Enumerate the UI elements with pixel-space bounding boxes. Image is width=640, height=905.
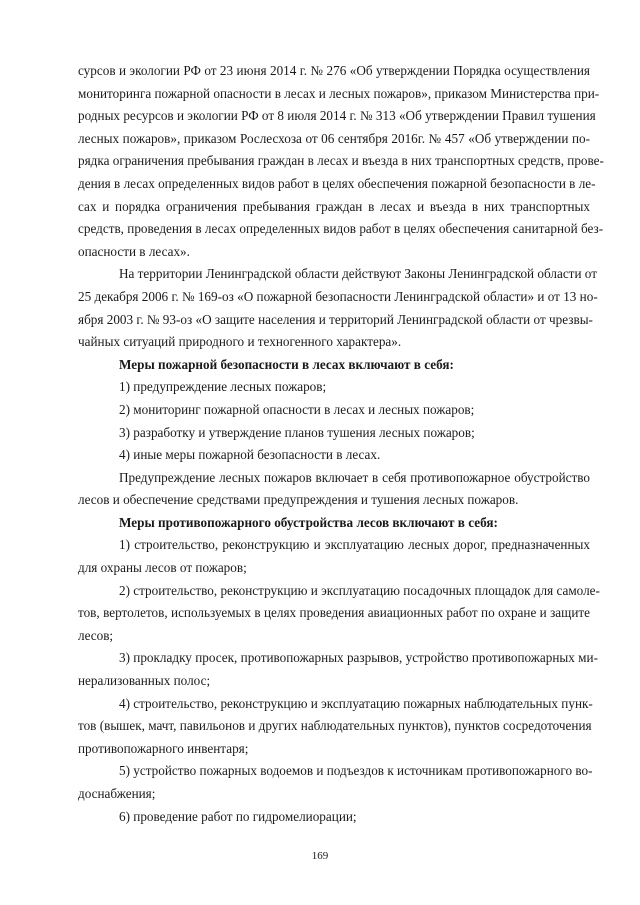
list-item: 1) строительство, реконструкцию и эксплуатацию лесных дорог, предназначенных (119, 537, 590, 553)
list-item-continuation: лесов; (78, 627, 114, 643)
list-item: 2) мониторинг пожарной опасности в лесах и лесных пожаров; (119, 401, 475, 417)
text-line: средств, проведения в лесах определенных видов работ в целях обеспечения санитарной без- (78, 221, 604, 237)
list-item: 4) строительство, реконструкцию и эксплуатацию пожарных наблюдательных пунк- (119, 695, 593, 711)
text-line: чайных ситуаций природного и техногенного характера». (78, 334, 402, 350)
list-item-continuation: для охраны лесов от пожаров; (78, 560, 247, 576)
list-item: 2) строительство, реконструкцию и эксплуатацию посадочных площадок для самоле- (119, 582, 600, 598)
text-line: 25 декабря 2006 г. № 169-оз «О пожарной безопасности Ленинградской области» и от 13 но- (78, 288, 598, 304)
text-line: мониторинга пожарной опасности в лесах и лесных пожаров», приказом Министерства при- (78, 85, 600, 101)
page-number: 169 (311, 850, 329, 862)
text-line: родных ресурсов и экологии РФ от 8 июля 2014 г. № 313 «Об утверждении Правил тушения (78, 108, 596, 124)
list-item: 6) проведение работ по гидромелиорации; (119, 808, 357, 824)
text-line: дения в лесах определенных видов работ в целях обеспечения пожарной безопасности в ле- (78, 175, 596, 191)
section-heading: Меры противопожарного обустройства лесов включают в себя: (119, 514, 498, 530)
text-line: Предупреждение лесных пожаров включает в себя противопожарное обустройство (119, 469, 590, 485)
text-line: опасности в лесах». (78, 243, 190, 259)
text-line: лесных пожаров», приказом Рослесхоза от 06 сентября 2016г. № 457 «Об утверждении по- (78, 130, 590, 146)
list-item-continuation: нерализованных полос; (78, 673, 211, 689)
text-line: сах и порядка ограничения пребывания граждан в лесах и въезда в них транспортных (78, 198, 590, 214)
list-item: 3) прокладку просек, противопожарных разрывов, устройство противопожарных ми- (119, 650, 598, 666)
list-item-continuation: тов, вертолетов, используемых в целях проведения авиационных работ по охране и защите (78, 605, 590, 621)
page-body (78, 60, 604, 828)
list-item-continuation: тов (вышек, мачт, павильонов и других наблюдательных пунктов), пунктов сосредоточения (78, 718, 592, 734)
text-line: сурсов и экологии РФ от 23 июня 2014 г. № 276 «Об утверждении Порядка осуществления (78, 63, 590, 78)
text-line: рядка ограничения пребывания граждан в лесах и въезда в них транспортных средств, прове- (78, 153, 604, 169)
list-item: 4) иные меры пожарной безопасности в лесах. (119, 447, 381, 463)
section-heading: Меры пожарной безопасности в лесах включают в себя: (119, 356, 454, 372)
list-item-continuation: противопожарного инвентаря; (78, 740, 249, 756)
list-item: 1) предупреждение лесных пожаров; (119, 379, 327, 395)
list-item: 5) устройство пожарных водоемов и подъездов к источникам противопожарного во- (119, 763, 593, 779)
text-line: ября 2003 г. № 93-оз «О защите населения и территорий Ленинградской области от чрезвы- (78, 311, 593, 327)
text-line: лесов и обеспечение средствами предупреждения и тушения лесных пожаров. (78, 492, 519, 508)
list-item: 3) разработку и утверждение планов тушения лесных пожаров; (119, 424, 475, 440)
text-line: На территории Ленинградской области действуют Законы Ленинградской области от (119, 266, 597, 282)
list-item-continuation: доснабжения; (78, 786, 156, 801)
